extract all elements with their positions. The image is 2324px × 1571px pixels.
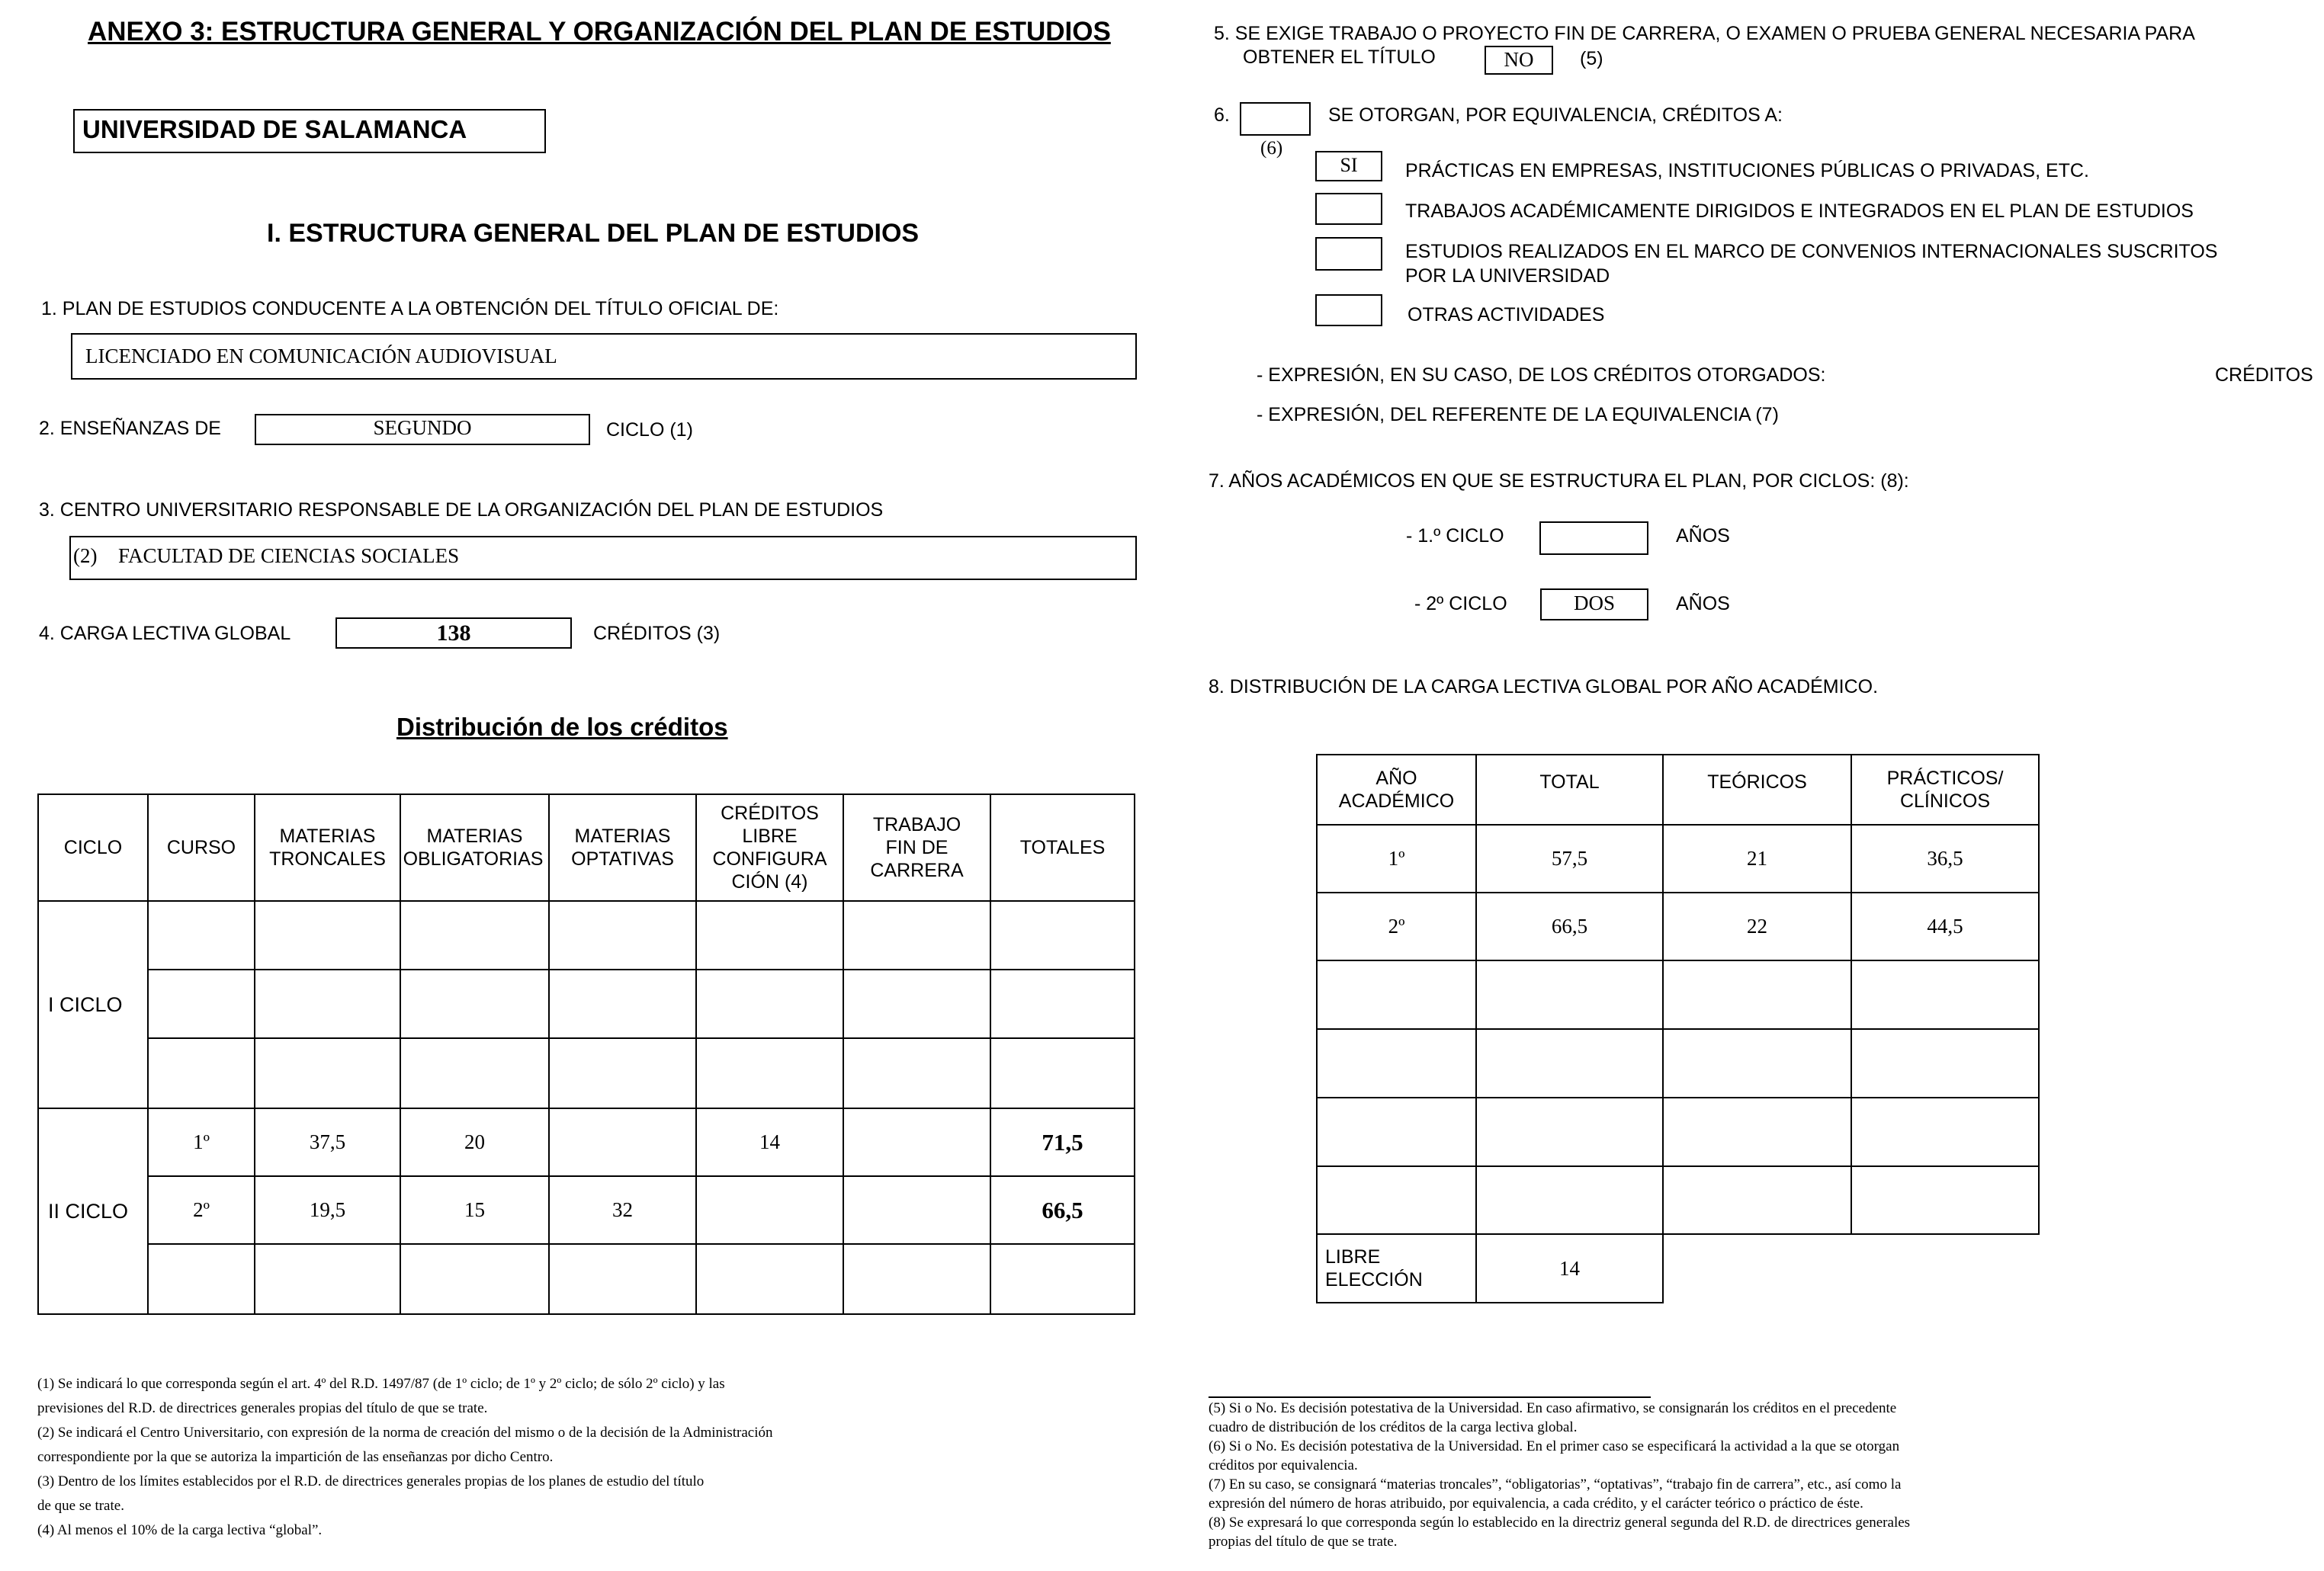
table-cell	[843, 901, 990, 970]
table-cell	[1663, 1098, 1851, 1166]
hdr-line: OPTATIVAS	[571, 848, 674, 870]
col-practicos	[1851, 755, 2039, 825]
footnote-line: cuadro de distribución de los créditos de la carga lectiva global.	[1209, 1419, 1578, 1435]
year-distribution-table	[1316, 754, 2040, 1303]
table-cell: 37,5	[255, 1108, 400, 1176]
table-cell	[1317, 960, 1476, 1029]
ciclo1-years-unit: AÑOS	[1676, 525, 1730, 547]
item6-note: (6)	[1260, 138, 1283, 159]
hdr-line: MATERIAS	[426, 826, 523, 847]
empty-cell	[1663, 1234, 1851, 1303]
table-cell	[1851, 960, 2039, 1029]
item5-value: NO	[1504, 48, 1534, 71]
table-cell: 19,5	[255, 1176, 400, 1244]
table-cell	[1317, 1098, 1476, 1166]
table-row	[38, 901, 1135, 970]
libre-eleccion-value: 14	[1476, 1234, 1663, 1303]
footnote-line: (1) Se indicará lo que corresponda según el art. 4º del R.D. 1497/87 (de 1º ciclo; de 1º y 2º ciclo; de sólo 2º ciclo) y las	[37, 1376, 725, 1392]
col-total: TOTAL	[1476, 755, 1663, 825]
item7-label: 7. AÑOS ACADÉMICOS EN QUE SE ESTRUCTURA EL PLAN, POR CICLOS: (8):	[1209, 470, 1909, 492]
table-cell	[1851, 1098, 2039, 1166]
item2-suffix: CICLO (1)	[606, 419, 693, 441]
footnote-line: previsiones del R.D. de directrices generales propias del título de que se trate.	[37, 1400, 488, 1416]
hdr-line: OBLIGATORIAS	[403, 848, 544, 870]
table-row	[38, 970, 1135, 1038]
year-header-row	[1317, 755, 2039, 825]
footnote-separator	[1209, 1396, 1651, 1398]
table-cell	[990, 970, 1135, 1038]
option-checkbox	[1315, 294, 1382, 326]
footnote-line: (8) Se expresará lo que corresponda según lo establecido en la directriz general segunda del R.D. de directrices generales	[1209, 1515, 1911, 1531]
table-row	[38, 1244, 1135, 1314]
table-cell	[990, 901, 1135, 970]
table-cell	[843, 970, 990, 1038]
table-cell	[549, 1108, 696, 1176]
item4-label: 4. CARGA LECTIVA GLOBAL	[39, 623, 291, 644]
table-cell	[400, 1244, 549, 1314]
table-cell: 32	[549, 1176, 696, 1244]
table-row	[1317, 1166, 2039, 1234]
item5-line2: OBTENER EL TÍTULO	[1243, 46, 1436, 68]
hdr-line: CONFIGURA	[712, 848, 827, 870]
table-row	[1317, 1029, 2039, 1098]
table-cell	[549, 901, 696, 970]
hdr-line: CLÍNICOS	[1899, 790, 1991, 812]
footnote-line: (3) Dentro de los límites establecidos por el R.D. de directrices generales propias de los planes de estudio del título	[37, 1473, 705, 1489]
ciclo2-years-label: - 2º CICLO	[1414, 593, 1507, 614]
table-cell	[696, 1244, 843, 1314]
hdr-line: ELECCIÓN	[1325, 1269, 1423, 1290]
col-trabajo	[843, 794, 990, 901]
hdr-line: LIBRE	[742, 826, 798, 847]
table-cell	[1663, 1166, 1851, 1234]
option-label: PRÁCTICAS EN EMPRESAS, INSTITUCIONES PÚBLICAS O PRIVADAS, ETC.	[1405, 160, 2089, 181]
table-cell	[400, 1038, 549, 1108]
table-row	[1317, 893, 2039, 960]
table-cell	[255, 901, 400, 970]
hdr-line: LIBRE	[1325, 1246, 1381, 1268]
footnote-line: (7) En su caso, se consignará “materias troncales”, “obligatorias”, “optativas”, “trabajo fin de carrera”, etc., así como la	[1209, 1476, 1902, 1492]
col-year	[1317, 755, 1476, 825]
item1-label: 1. PLAN DE ESTUDIOS CONDUCENTE A LA OBTENCIÓN DEL TÍTULO OFICIAL DE:	[41, 298, 779, 319]
table-cell: 36,5	[1851, 825, 2039, 893]
ciclo2-years-value: DOS	[1573, 592, 1615, 614]
table-cell	[255, 1244, 400, 1314]
ciclo1-years-label: - 1.º CICLO	[1406, 525, 1504, 547]
table-row	[1317, 960, 2039, 1029]
table-cell	[1476, 1166, 1663, 1234]
ciclo1-years-box	[1539, 521, 1648, 555]
table-cell	[843, 1244, 990, 1314]
hdr-line: TRABAJO	[872, 814, 961, 835]
table-cell	[1476, 1098, 1663, 1166]
table-cell	[255, 1038, 400, 1108]
item4-suffix: CRÉDITOS (3)	[593, 623, 721, 644]
expression-credits: - EXPRESIÓN, EN SU CASO, DE LOS CRÉDITOS OTORGADOS:	[1257, 364, 1826, 386]
item4-value: 138	[436, 620, 471, 646]
table-cell	[843, 1176, 990, 1244]
item3-value: FACULTAD DE CIENCIAS SOCIALES	[118, 544, 460, 567]
footnote-line: correspondiente por la que se autoriza la impartición de las enseñanzas por dicho Centro.	[37, 1449, 554, 1465]
item6-box	[1240, 102, 1311, 136]
table-cell	[1317, 1166, 1476, 1234]
table-cell: 66,5	[1476, 893, 1663, 960]
hdr-line: CARRERA	[870, 860, 964, 881]
credits-header-row	[38, 794, 1135, 901]
table-cell: 21	[1663, 825, 1851, 893]
annex-title: ANEXO 3: ESTRUCTURA GENERAL Y ORGANIZACIÓN DEL PLAN DE ESTUDIOS	[88, 17, 1111, 46]
option-checkbox	[1315, 193, 1382, 225]
table-cell: 2º	[148, 1176, 255, 1244]
hdr-line: MATERIAS	[279, 826, 376, 847]
table-row	[1317, 1098, 2039, 1166]
item3-note: (2)	[73, 544, 98, 567]
col-libre	[696, 794, 843, 901]
table-cell	[400, 970, 549, 1038]
table-cell: 71,5	[990, 1108, 1135, 1176]
table-cell	[549, 1038, 696, 1108]
left-footnotes	[37, 1372, 1135, 1543]
table-cell	[843, 1108, 990, 1176]
item1-value: LICENCIADO EN COMUNICACIÓN AUDIOVISUAL	[85, 345, 557, 367]
table-row	[38, 1108, 1135, 1176]
table-cell	[1317, 1029, 1476, 1098]
item5-line1: 5. SE EXIGE TRABAJO O PROYECTO FIN DE CARRERA, O EXAMEN O PRUEBA GENERAL NECESARIA PARA	[1214, 23, 2195, 44]
table-cell	[1476, 960, 1663, 1029]
option-label: POR LA UNIVERSIDAD	[1405, 265, 1610, 287]
hdr-line: MATERIAS	[574, 826, 671, 847]
footnote-line: de que se trate.	[37, 1498, 124, 1514]
table-cell	[990, 1038, 1135, 1108]
footnote-line: propias del título de que se trate.	[1209, 1534, 1398, 1550]
expression-reference: - EXPRESIÓN, DEL REFERENTE DE LA EQUIVALENCIA (7)	[1257, 404, 1779, 425]
table-cell	[549, 1244, 696, 1314]
ciclo2-years-unit: AÑOS	[1676, 593, 1730, 614]
hdr-line: TRONCALES	[269, 848, 386, 870]
col-teoricos: TEÓRICOS	[1663, 755, 1851, 825]
table-cell	[1851, 1166, 2039, 1234]
item2-value: SEGUNDO	[373, 416, 472, 439]
footnote-line: (4) Al menos el 10% de la carga lectiva “global”.	[37, 1522, 323, 1538]
hdr-line: FIN DE	[885, 837, 949, 858]
option-label: OTRAS ACTIVIDADES	[1408, 304, 1605, 325]
university-name: UNIVERSIDAD DE SALAMANCA	[82, 115, 467, 143]
table-cell	[696, 901, 843, 970]
footnote-line: expresión del número de horas atribuido, por equivalencia, a cada crédito, y el carácter teórico o práctico de éste.	[1209, 1496, 1863, 1512]
col-obligatorias	[400, 794, 549, 901]
table-cell	[148, 1038, 255, 1108]
table-cell: 2º	[1317, 893, 1476, 960]
hdr-line: AÑO	[1375, 768, 1417, 789]
table-row	[1317, 825, 2039, 893]
hdr-line: PRÁCTICOS/	[1886, 768, 2004, 789]
table-cell	[696, 1176, 843, 1244]
table-cell	[1476, 1029, 1663, 1098]
footnote-line: (6) Si o No. Es decisión potestativa de la Universidad. En el primer caso se especificará la actividad a la que se otorgan	[1209, 1438, 1900, 1454]
option-label: TRABAJOS ACADÉMICAMENTE DIRIGIDOS E INTEGRADOS EN EL PLAN DE ESTUDIOS	[1405, 200, 2194, 222]
expression-credits-unit: CRÉDITOS	[2215, 364, 2313, 386]
table-cell: 1º	[148, 1108, 255, 1176]
item6-label: SE OTORGAN, POR EQUIVALENCIA, CRÉDITOS A:	[1328, 104, 1783, 126]
ciclo1-label: I CICLO	[38, 901, 148, 1108]
hdr-line: CIÓN (4)	[731, 871, 808, 893]
table-cell: 57,5	[1476, 825, 1663, 893]
table-cell	[696, 1038, 843, 1108]
table-cell	[148, 970, 255, 1038]
table-cell	[549, 970, 696, 1038]
hdr-line: CRÉDITOS	[721, 803, 819, 824]
footnote-line: (5) Si o No. Es decisión potestativa de la Universidad. En caso afirmativo, se consignarán los créditos en el precedente	[1209, 1400, 1897, 1416]
col-curso: CURSO	[148, 794, 255, 901]
table-cell	[990, 1244, 1135, 1314]
empty-cell	[1851, 1234, 2039, 1303]
option-value: SI	[1340, 154, 1358, 176]
table-cell: 22	[1663, 893, 1851, 960]
table-cell	[1663, 1029, 1851, 1098]
libre-eleccion-label	[1317, 1234, 1476, 1303]
option-label: ESTUDIOS REALIZADOS EN EL MARCO DE CONVENIOS INTERNACIONALES SUSCRITOS	[1405, 241, 2218, 262]
col-optativas	[549, 794, 696, 901]
footnote-line: (2) Se indicará el Centro Universitario, con expresión de la norma de creación del mismo o de la decisión de la Administración	[37, 1425, 773, 1441]
table-cell: 14	[696, 1108, 843, 1176]
table-cell	[1663, 960, 1851, 1029]
table-row	[1317, 1234, 2039, 1303]
table-cell	[696, 970, 843, 1038]
table-row	[38, 1176, 1135, 1244]
table-cell	[255, 970, 400, 1038]
table-cell: 66,5	[990, 1176, 1135, 1244]
table-cell	[843, 1038, 990, 1108]
table-cell: 15	[400, 1176, 549, 1244]
option-checkbox	[1315, 237, 1382, 271]
item8-label: 8. DISTRIBUCIÓN DE LA CARGA LECTIVA GLOBAL POR AÑO ACADÉMICO.	[1209, 676, 1879, 697]
item2-label: 2. ENSEÑANZAS DE	[39, 418, 221, 439]
col-troncales	[255, 794, 400, 901]
table-cell: 20	[400, 1108, 549, 1176]
col-ciclo: CICLO	[38, 794, 148, 901]
table-cell	[148, 1244, 255, 1314]
footnote-line: créditos por equivalencia.	[1209, 1457, 1358, 1473]
distribution-title: Distribución de los créditos	[396, 713, 728, 741]
hdr-line: ACADÉMICO	[1338, 790, 1455, 812]
table-cell	[400, 901, 549, 970]
table-cell	[1851, 1029, 2039, 1098]
table-cell: 44,5	[1851, 893, 2039, 960]
item6-number: 6.	[1214, 104, 1230, 126]
credits-table	[37, 794, 1135, 1315]
table-row	[38, 1038, 1135, 1108]
item3-label: 3. CENTRO UNIVERSITARIO RESPONSABLE DE LA ORGANIZACIÓN DEL PLAN DE ESTUDIOS	[39, 499, 884, 521]
right-footnotes	[1209, 1399, 2276, 1551]
item5-note: (5)	[1580, 48, 1603, 69]
col-totales: TOTALES	[990, 794, 1135, 901]
table-cell: 1º	[1317, 825, 1476, 893]
table-cell	[148, 901, 255, 970]
ciclo2-label: II CICLO	[38, 1108, 148, 1314]
section-title: I. ESTRUCTURA GENERAL DEL PLAN DE ESTUDIOS	[267, 219, 920, 248]
